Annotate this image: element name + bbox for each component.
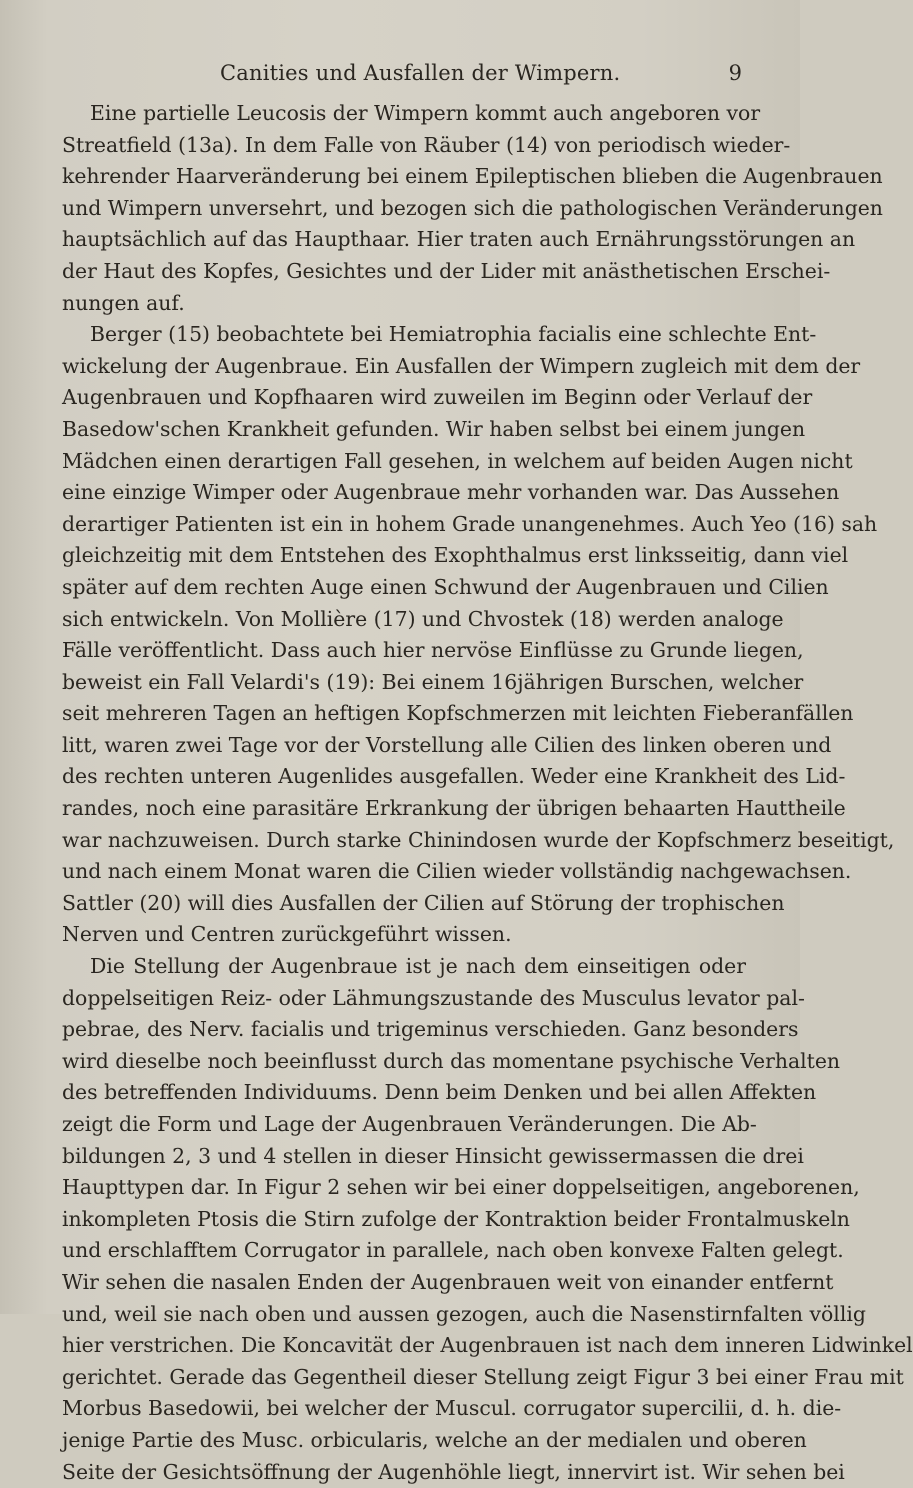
text-line: der Haut des Kopfes, Gesichtes und der Lider mit anästhetischen Erschei-: [62, 258, 831, 283]
running-head: [60, 58, 742, 88]
text-line: Basedow'schen Krankheit gefunden. Wir haben selbst bei einem jungen: [62, 416, 806, 441]
running-title: Canities und Ausfallen der Wimpern.: [220, 61, 621, 85]
text-line: Streatfield (13a). In dem Falle von Räuber (14) von periodisch wieder-: [62, 132, 791, 157]
text-line: Eine partielle Leucosis der Wimpern kommt auch angeboren vor: [90, 101, 761, 125]
text-line: inkompleten Ptosis die Stirn zufolge der Kontraktion beider Frontalmuskeln: [62, 1206, 850, 1231]
text-line: des rechten unteren Augenlides ausgefallen. Weder eine Krankheit des Lid-: [62, 764, 846, 789]
text-line: derartiger Patienten ist ein in hohem Grade unangenehmes. Auch Yeo (16) sah: [62, 511, 878, 536]
text-line: eine einzige Wimper oder Augenbraue mehr vorhanden war. Das Aussehen: [62, 480, 840, 505]
page-number: 9: [728, 61, 742, 85]
text-line: sich entwickeln. Von Mollière (17) und Chvostek (18) werden analoge: [62, 606, 784, 631]
text-line: litt, waren zwei Tage vor der Vorstellung alle Cilien des linken oberen und: [62, 732, 832, 757]
text-line: und Wimpern unversehrt, und bezogen sich die pathologischen Veränderungen: [62, 195, 883, 220]
text-line: Mädchen einen derartigen Fall gesehen, in welchem auf beiden Augen nicht: [62, 448, 853, 473]
text-line: Haupttypen dar. In Figur 2 sehen wir bei einer doppelseitigen, angeborenen,: [62, 1175, 860, 1200]
text-line: wickelung der Augenbraue. Ein Ausfallen der Wimpern zugleich mit dem der: [62, 353, 861, 378]
text-line: Berger (15) beobachtete bei Hemiatrophia facialis eine schlechte Ent-: [90, 322, 817, 347]
body-text: [62, 98, 913, 1488]
text-line: und erschlafftem Corrugator in parallele, nach oben konvexe Falten gelegt.: [62, 1238, 844, 1263]
text-line: gerichtet. Gerade das Gegentheil dieser Stellung zeigt Figur 3 bei einer Frau mit: [62, 1364, 904, 1389]
text-line: seit mehreren Tagen an heftigen Kopfschmerzen mit leichten Fieberanfällen: [62, 701, 854, 726]
text-line: Fälle veröffentlicht. Dass auch hier nervöse Einflüsse zu Grunde liegen,: [62, 638, 804, 663]
text-line: später auf dem rechten Auge einen Schwund der Augenbrauen und Cilien: [62, 574, 829, 599]
text-line: hier verstrichen. Die Koncavität der Augenbrauen ist nach dem inneren Lidwinkel: [62, 1333, 913, 1358]
text-line: Die Stellung der Augenbraue ist je nach dem einseitigen oder: [90, 954, 746, 979]
text-line: gleichzeitig mit dem Entstehen des Exophthalmus erst linksseitig, dann viel: [62, 543, 849, 568]
text-line: nungen auf.: [62, 290, 185, 315]
text-line: Morbus Basedowii, bei welcher der Muscul. corrugator supercilii, d. h. die-: [62, 1396, 842, 1421]
text-line: randes, noch eine parasitäre Erkrankung der übrigen behaarten Hauttheile: [62, 796, 846, 821]
text-line: Wir sehen die nasalen Enden der Augenbrauen weit von einander entfernt: [62, 1269, 834, 1294]
text-line: jenige Partie des Musc. orbicularis, welche an der medialen und oberen: [62, 1427, 807, 1452]
text-line: wird dieselbe noch beeinflusst durch das momentane psychische Verhalten: [62, 1048, 841, 1073]
text-line: Augenbrauen und Kopfhaaren wird zuweilen im Beginn oder Verlauf der: [62, 385, 813, 410]
text-line: und nach einem Monat waren die Cilien wieder vollständig nachgewachsen.: [62, 859, 852, 884]
text-line: hauptsächlich auf das Haupthaar. Hier traten auch Ernährungsstörungen an: [62, 227, 856, 252]
text-line: doppelseitigen Reiz- oder Lähmungszustande des Musculus levator pal-: [62, 985, 805, 1010]
text-line: pebrae, des Nerv. facialis und trigeminus verschieden. Ganz besonders: [62, 1017, 799, 1042]
text-line: kehrender Haarveränderung bei einem Epileptischen blieben die Augenbrauen: [62, 164, 883, 189]
text-line: beweist ein Fall Velardi's (19): Bei einem 16jährigen Burschen, welcher: [62, 669, 804, 694]
text-line: Sattler (20) will dies Ausfallen der Cilien auf Störung der trophischen: [62, 890, 785, 915]
text-line: bildungen 2, 3 und 4 stellen in dieser Hinsicht gewissermassen die drei: [62, 1143, 804, 1168]
text-line: war nachzuweisen. Durch starke Chinindosen wurde der Kopfschmerz beseitigt,: [62, 827, 895, 852]
text-line: Seite der Gesichtsöffnung der Augenhöhle liegt, innervirt ist. Wir sehen bei: [62, 1459, 845, 1484]
text-line: und, weil sie nach oben und aussen gezogen, auch die Nasenstirnfalten völlig: [62, 1301, 866, 1326]
text-line: zeigt die Form und Lage der Augenbrauen Veränderungen. Die Ab-: [62, 1112, 757, 1136]
text-line: Nerven und Centren zurückgeführt wissen.: [62, 922, 512, 947]
text-line: des betreffenden Individuums. Denn beim Denken und bei allen Affekten: [62, 1080, 817, 1105]
